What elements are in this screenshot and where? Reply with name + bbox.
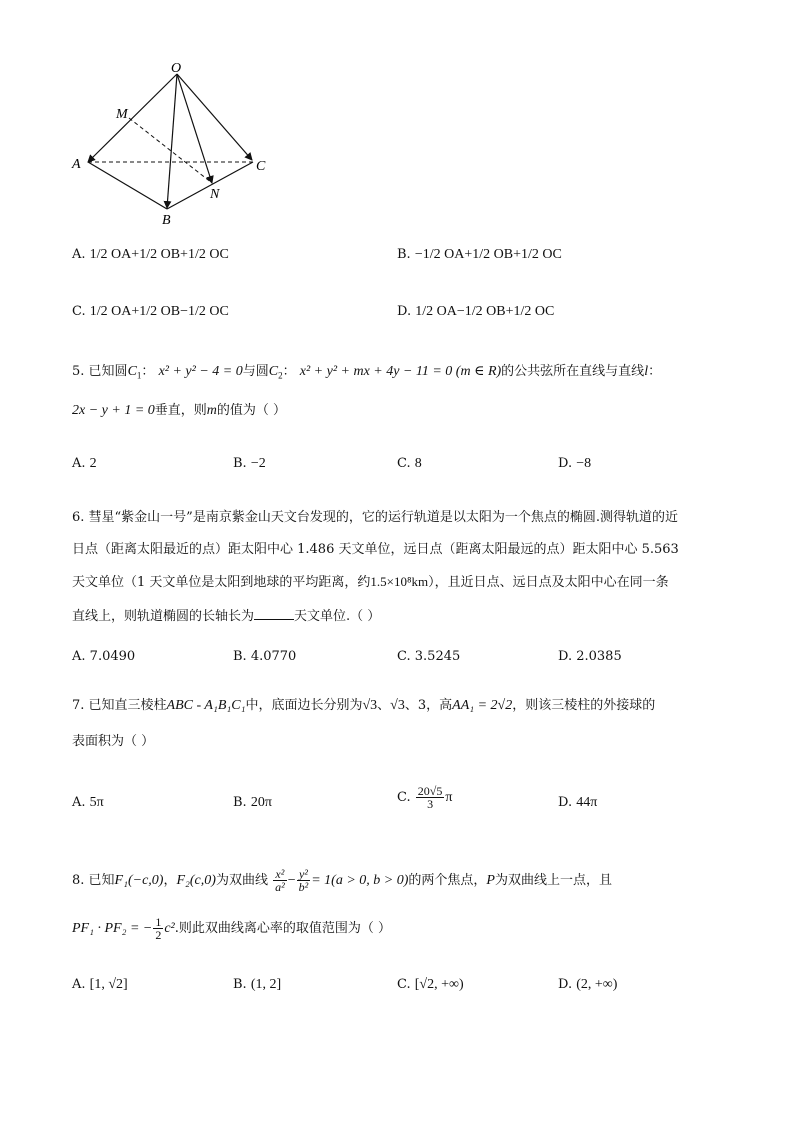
operator: − [456,304,465,319]
label-B: B [162,213,171,228]
q8-option-c: C. [√2, +∞) [397,977,464,992]
operator: + [513,247,521,262]
vector-OA [88,74,177,162]
vector-term: 1/2 OA [89,304,132,319]
q7-option-c: C. $\frac{20√5}{3}$ π [397,784,453,811]
vector-term: 1/2 OB [139,247,181,262]
answer-blank [254,605,294,620]
operator: + [464,247,473,262]
vector-term: 1/2 OC [513,304,555,319]
q7-line1: 7. 已知直三棱柱ABC - A₁B₁C₁中，底面边长分别为√3、√3、3，高AA₁ = 2√2，则该三棱柱的外接球的 [72,698,656,713]
q6-option-d: D. 2.0385 [558,649,622,664]
q7-option-d: D. 44π [558,795,598,810]
q5-line1: 5. 已知圆$C_1$： x² + y² − 4 = 0与圆$C_2$： x² + y² + mx + 4y − 11 = 0 (m ∈ R)的公共弦所在直线与直线l： [72,364,662,381]
q8-option-d: D. (2, +∞) [558,977,618,992]
q6-option-c: C. 3.5245 [397,649,461,664]
vector-OB [167,74,177,208]
q6-option-b: B. 4.0770 [233,649,297,664]
vector-term: 1/2 OB [139,304,181,319]
operator: + [505,304,514,319]
q5-option-c: C. 8 [397,456,422,471]
label-M: M [116,107,128,122]
q4-option-b: B. −1/2 OA+1/2 OB+1/2 OC [397,247,562,262]
q7-option-b: B. 20π [233,795,272,810]
vector-term: 1/2 OC [521,247,562,262]
label-A: A [72,157,81,172]
label-N: N [210,187,220,202]
vector-term: 1/2 OB [472,247,514,262]
q8-line1: 8. 已知F₁(−c,0)，F₂(c,0)为双曲线 $\frac{\text{x²}}{\text{a²}}$ − $\frac{\text{y²}}{\text{b²}}$ = 1(a > 0, b > 0)的两个焦点，P为双曲线上一点，且 [72,867,612,894]
vector-term: 1/2 OA [89,247,132,262]
q5-option-a: A. 2 [72,456,97,471]
vector-term: −1/2 OA [414,247,465,262]
operator: + [131,247,140,262]
vector-term: 1/2 OB [464,304,506,319]
q6-line2: 日点（距离太阳最近的点）距太阳中心 1.486 天文单位，远日点（距离太阳最远的点）距太阳中心 5.563 [72,542,679,557]
q4-option-d: D. 1/2 OA−1/2 OB+1/2 OC [397,304,555,319]
edge-AB [88,162,167,209]
segment-MN-dashed [129,118,212,183]
tetrahedron-figure [66,56,276,231]
q6-line1: 6. 彗星“紫金山一号”是南京紫金山天文台发现的，它的运行轨道是以太阳为一个焦点的椭圆.测得轨道的近 [72,510,678,525]
q7-line2: 表面积为（ ） [72,734,155,749]
label-C: C [256,159,266,174]
q8-option-a: A. [1, √2] [72,977,128,992]
operator: − [180,304,189,319]
q5-option-d: D. −8 [558,456,592,471]
q4-option-c: C. 1/2 OA+1/2 OB−1/2 OC [72,304,229,319]
q8-line2: PF₁ · PF₂ = − $\frac{1}{2}$ c².则此双曲线离心率的取值范围为（ ） [72,915,392,942]
vector-term: 1/2 OC [187,247,229,262]
q4-option-a: A. 1/2 OA+1/2 OB+1/2 OC [72,247,229,262]
q7-option-a: A. 5π [72,795,104,810]
q8-option-b: B. (1, 2] [233,977,282,992]
q5-line2: 2x − y + 1 = 0垂直，则m的值为（ ） [72,403,287,418]
label-O: O [171,61,182,76]
vector-ON [177,74,212,183]
q5-option-b: B. −2 [233,456,266,471]
vector-term: 1/2 OA [415,304,457,319]
operator: + [180,247,188,262]
q6-option-a: A. 7.0490 [72,649,136,664]
q6-line4: 直线上，则轨道椭圆的长轴长为 天文单位.（ ） [72,605,380,626]
q6-line3: 天文单位（1 天文单位是太阳到地球的平均距离，约1.5×10⁸km），且近日点、远日点及太阳中心在同一条 [72,574,669,590]
vector-term: 1/2 OC [188,304,229,319]
operator: + [131,304,140,319]
vector-OC [177,74,252,160]
